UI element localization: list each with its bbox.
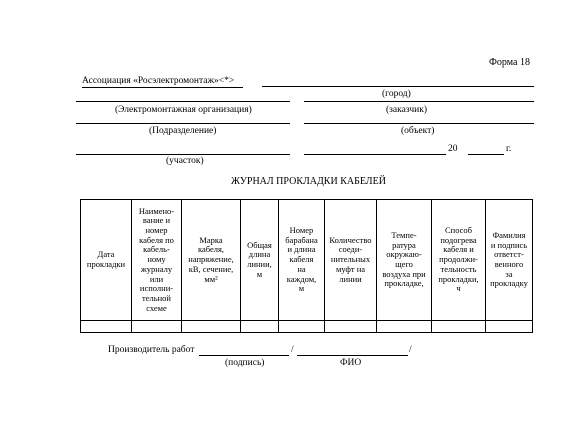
slash-separator: / [291, 345, 294, 355]
customer-caption: (заказчик) [386, 105, 428, 115]
column-header: Общая длина линии, м [241, 200, 279, 321]
name-line[interactable] [297, 355, 408, 356]
division-caption: (Подразделение) [149, 126, 217, 136]
producer-label: Производитель работ [108, 345, 195, 355]
table-cell[interactable] [432, 321, 486, 333]
table-header-row [81, 200, 533, 321]
table-row [81, 321, 533, 333]
customer-line [304, 101, 534, 102]
association-underline [82, 87, 243, 88]
city-line [262, 86, 534, 87]
table-cell[interactable] [132, 321, 182, 333]
site-line [76, 154, 290, 155]
year-line [468, 154, 504, 155]
column-header: Способ подогрева кабеля и продолжи- тельность прокладки, ч [432, 200, 486, 321]
table-cell[interactable] [325, 321, 377, 333]
table-cell[interactable] [81, 321, 132, 333]
slash-separator: / [409, 345, 412, 355]
association-name: Ассоциация «Росэлектромонтаж»<*> [82, 76, 235, 86]
year-suffix: г. [506, 144, 512, 154]
table-cell[interactable] [182, 321, 241, 333]
name-caption: ФИО [340, 358, 362, 368]
column-header: Темпе- ратура окружаю- щего воздуха при прокладке, [377, 200, 432, 321]
table-cell[interactable] [241, 321, 279, 333]
column-header: Наимено- вание и номер кабеля по кабель- ному журналу или исполни- тельной схеме [132, 200, 182, 321]
column-header: Фамилия и подпись ответст- венного за прокладку [486, 200, 533, 321]
journal-title: ЖУРНАЛ ПРОКЛАДКИ КАБЕЛЕЙ [231, 176, 386, 187]
column-header: Количество соеди- нительных муфт на линии [325, 200, 377, 321]
organization-caption: (Электромонтажная организация) [115, 105, 252, 115]
column-header: Дата прокладки [81, 200, 132, 321]
table-cell[interactable] [279, 321, 325, 333]
year-prefix: 20 [448, 144, 458, 154]
signature-line[interactable] [199, 355, 289, 356]
organization-line [76, 101, 290, 102]
column-header: Марка кабеля, напряжение, кВ, сечение, мм² [182, 200, 241, 321]
cable-laying-journal-table [80, 199, 533, 333]
object-caption: (объект) [401, 126, 435, 136]
division-line [76, 123, 290, 124]
table-cell[interactable] [377, 321, 432, 333]
date-line [304, 154, 446, 155]
form-number: Форма 18 [489, 57, 530, 68]
column-header: Номер барабана и длина кабеля на каждом, м [279, 200, 325, 321]
site-caption: (участок) [166, 156, 204, 166]
table-cell[interactable] [486, 321, 533, 333]
city-caption: (город) [382, 89, 411, 99]
object-line [304, 123, 534, 124]
signature-caption: (подпись) [225, 358, 265, 368]
